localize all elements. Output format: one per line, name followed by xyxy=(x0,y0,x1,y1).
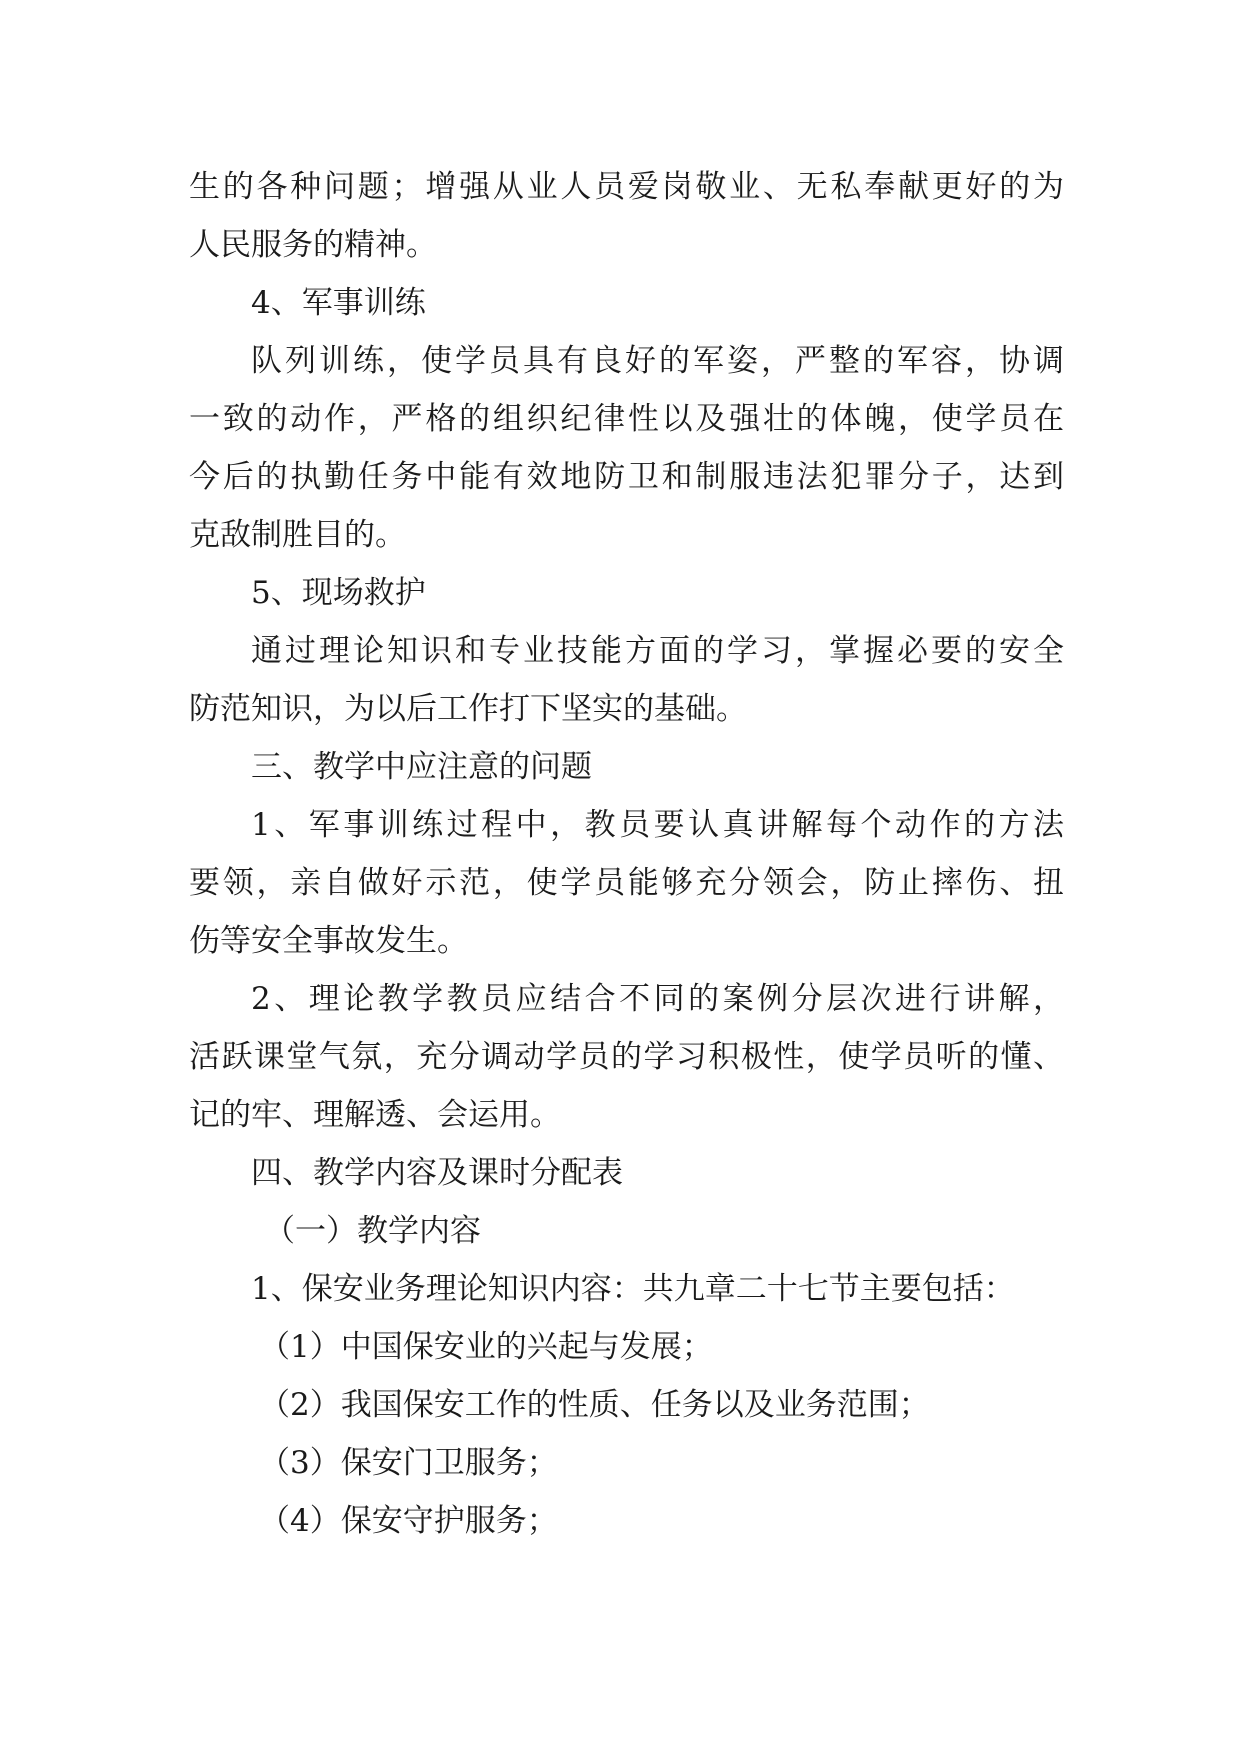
list-item: （2）我国保安工作的性质、任务以及业务范围； xyxy=(259,1387,930,1423)
text-line: 生的各种问题；增强从业人员爱岗敬业、无私奉献更好的为 xyxy=(189,169,1064,205)
text-line: 今后的执勤任务中能有效地防卫和制服违法犯罪分子，达到 xyxy=(189,459,1064,495)
text-line: 通过理论知识和专业技能方面的学习，掌握必要的安全 xyxy=(251,633,1064,669)
list-item: （1）中国保安业的兴起与发展； xyxy=(259,1329,713,1365)
text-line: 1、军事训练过程中，教员要认真讲解每个动作的方法 xyxy=(251,807,1064,843)
section-heading: 三、教学中应注意的问题 xyxy=(251,749,592,785)
text-line: 队列训练，使学员具有良好的军姿，严整的军容，协调 xyxy=(251,343,1064,379)
text-line: 2、理论教学教员应结合不同的案例分层次进行讲解， xyxy=(251,981,1064,1017)
text-line: 伤等安全事故发生。 xyxy=(189,923,468,959)
text-line: 一致的动作，严格的组织纪律性以及强壮的体魄，使学员在 xyxy=(189,401,1064,437)
section-heading: 5、现场救护 xyxy=(251,575,426,611)
text-line: 记的牢、理解透、会运用。 xyxy=(189,1097,561,1133)
list-item: （3）保安门卫服务； xyxy=(259,1445,558,1481)
section-heading: 4、军事训练 xyxy=(251,285,426,321)
subsection-heading: （一）教学内容 xyxy=(264,1213,481,1249)
text-line: 活跃课堂气氛，充分调动学员的学习积极性，使学员听的懂、 xyxy=(189,1039,1064,1075)
document-body xyxy=(189,158,1064,1550)
text-line: 人民服务的精神。 xyxy=(189,227,437,263)
list-item: （4）保安守护服务； xyxy=(259,1503,558,1539)
text-line: 要领，亲自做好示范，使学员能够充分领会，防止摔伤、扭 xyxy=(189,865,1064,901)
text-line: 克敌制胜目的。 xyxy=(189,517,406,553)
section-heading: 四、教学内容及课时分配表 xyxy=(251,1155,623,1191)
text-line: 防范知识，为以后工作打下坚实的基础。 xyxy=(189,691,747,727)
list-intro: 1、保安业务理论知识内容：共九章二十七节主要包括： xyxy=(251,1271,1015,1307)
